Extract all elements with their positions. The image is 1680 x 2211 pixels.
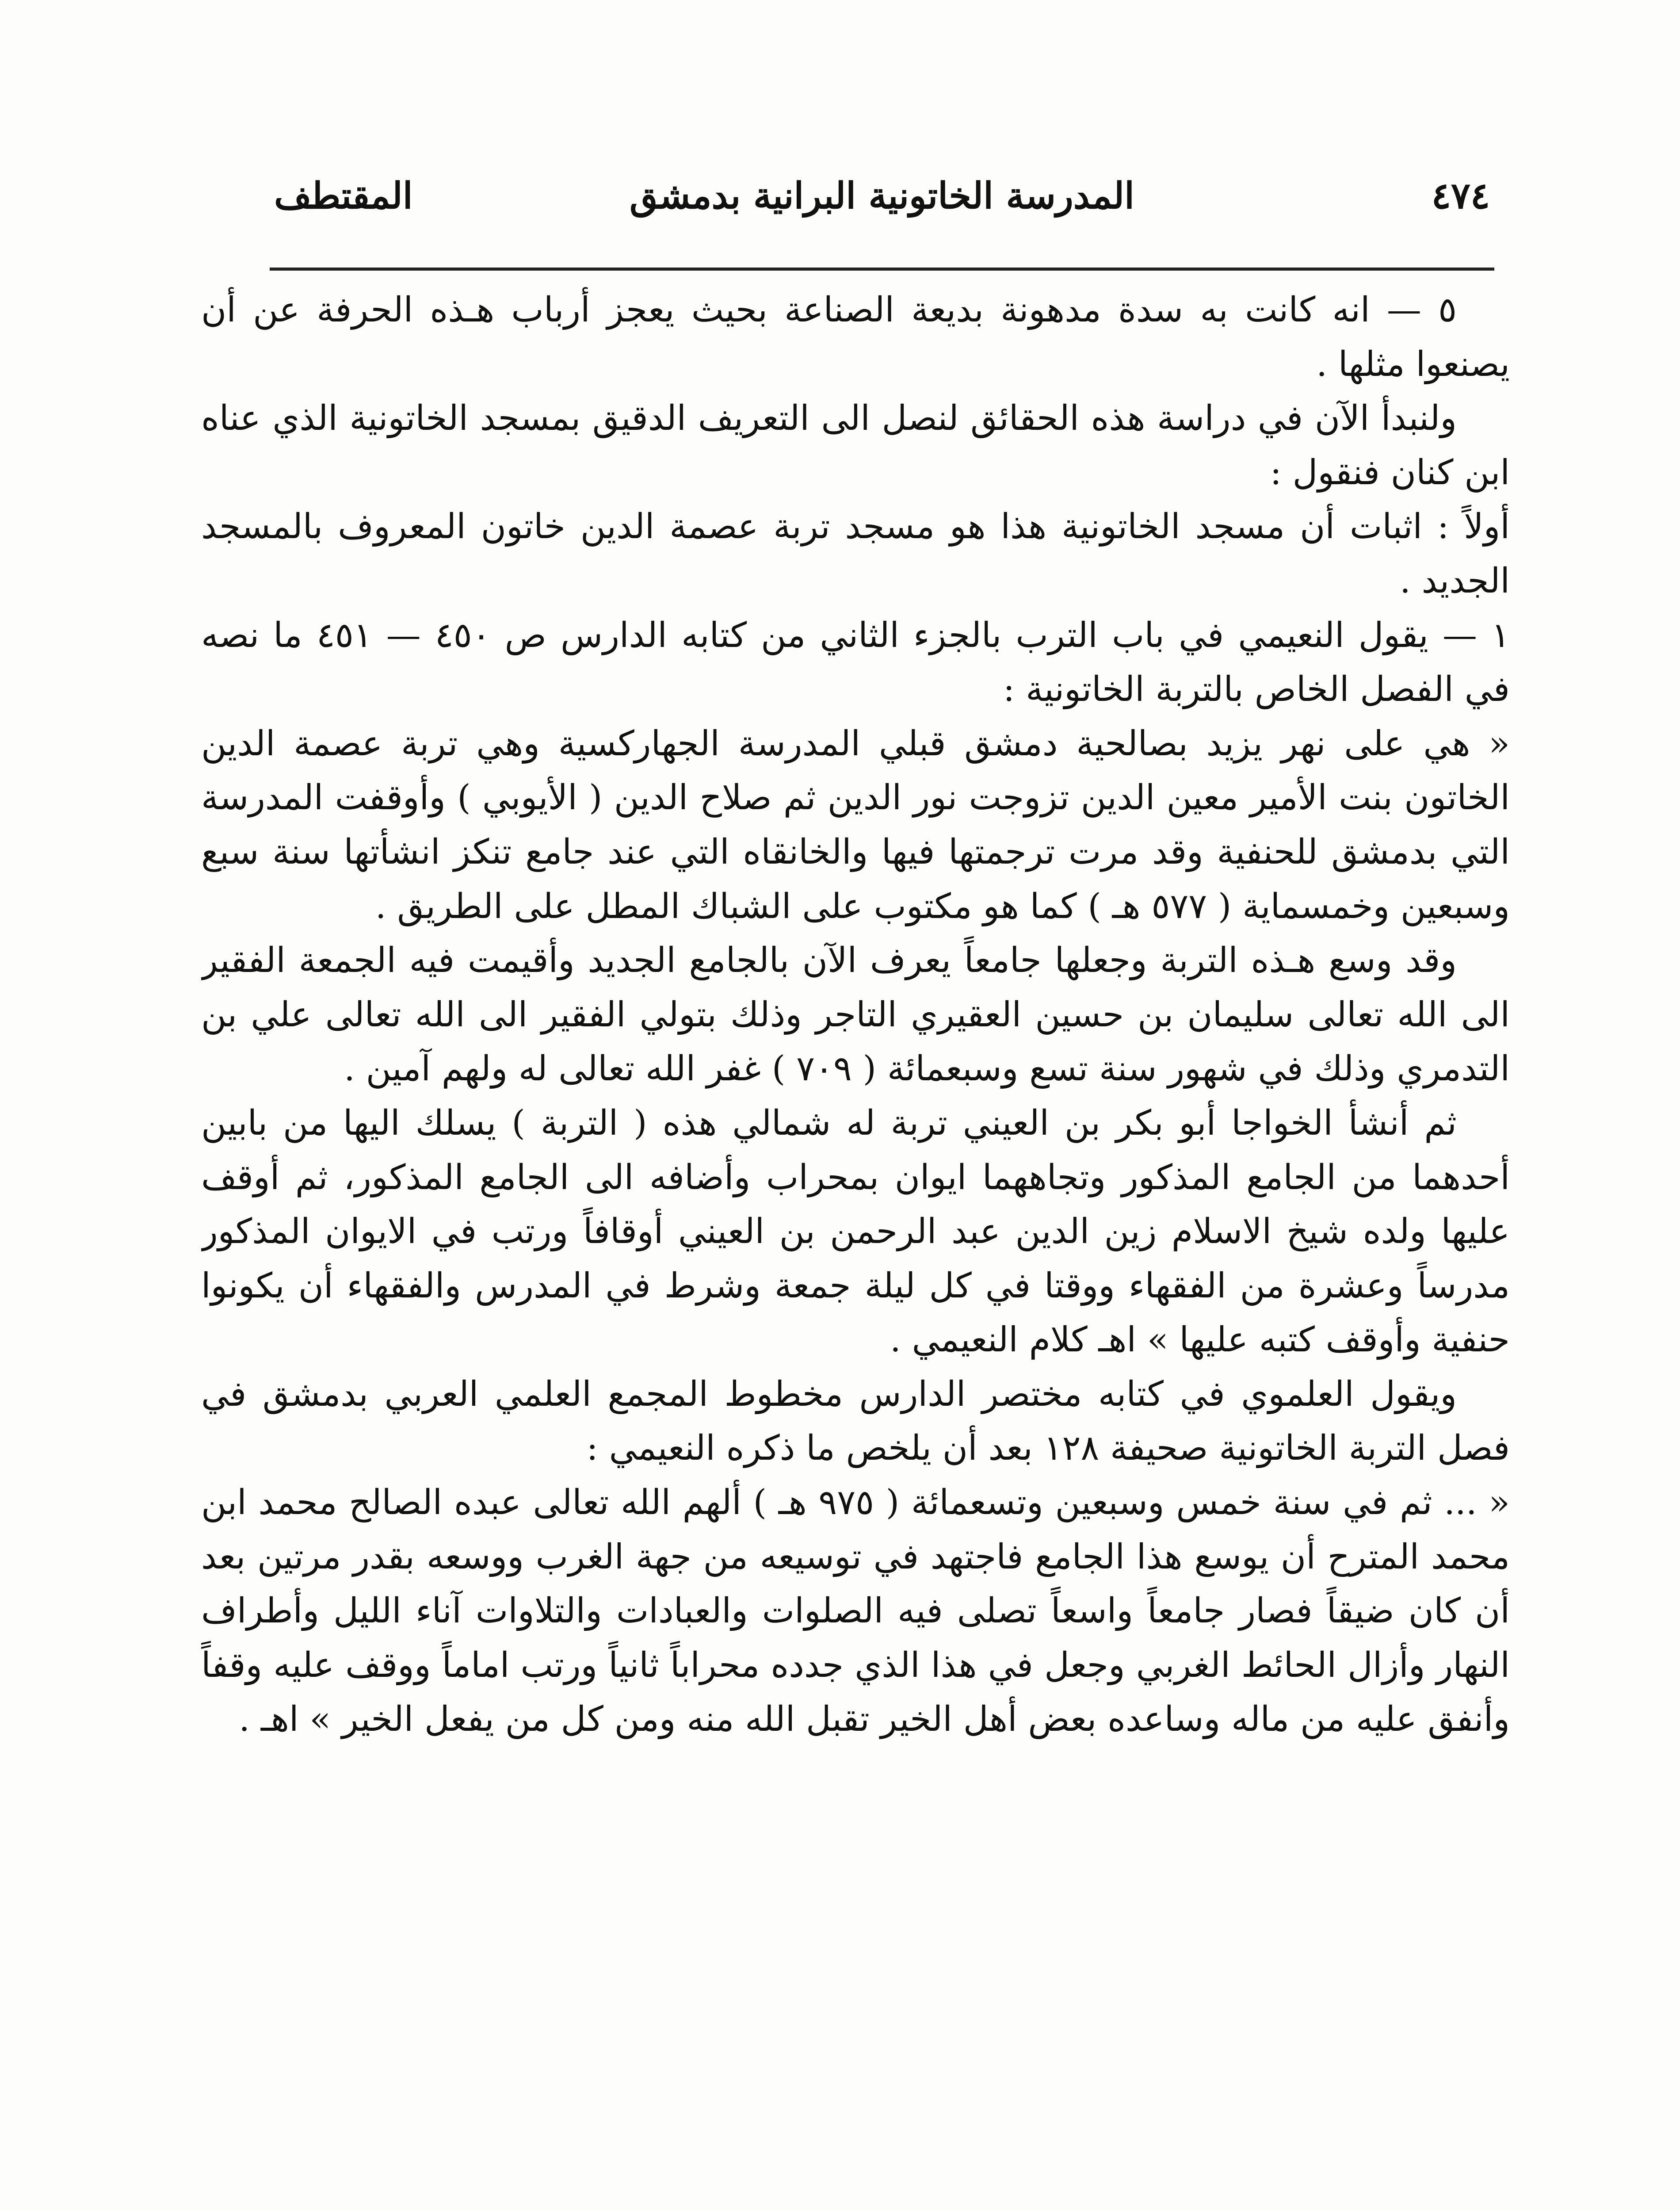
paragraph-expansion: وقد وسع هـذه التربة وجعلها جامعاً يعرف الآن بالجامع الجديد وأقيمت فيه الجمعة الفقير الى الله تعالى سليمان بن حسين العقيري التاجر وذلك بتولي الفقير الى الله تعالى علي بن التدمري وذلك في شهور سنة تسع وسبعمائة ( ٧٠٩ ) غفر الله تعالى له ولهم آمين . [201, 941, 1510, 1089]
paragraph-quote-975: « ... ثم في سنة خمس وسبعين وتسعمائة ( ٩٧٥ هـ ) ألهم الله تعالى عبده الصالح محمد ابن محمد المترح أن يوسع هذا الجامع فاجتهد في توسيعه من جهة الغرب ووسعه بقدر مرتين بعد أن كان ضيقاً فصار جامعاً واسعاً تصلى فيه الصلوات والعبادات والتلاوات آناء الليل وأطراف النهار وأزال الحائط الغربي وجعل في هذا الذي جدده محراباً ثانياً ورتب اماماً ووقف عليه وقفاً وأنفق عليه من ماله وساعده بعض أهل الخير تقبل الله منه ومن كل من يفعل الخير » اهـ . [201, 1483, 1510, 1740]
paragraph-point-5: ٥ — انه كانت به سدة مدهونة بديعة الصناعة بحيث يعجز أرباب هـذه الحرفة عن أن يصنعوا مثلها . [201, 290, 1510, 384]
paragraph-firstly: أولاً : اثبات أن مسجد الخاتونية هذا هو مسجد تربة عصمة الدين خاتون المعروف بالمسجد الجديد . [201, 507, 1510, 601]
paragraph-nuaimi-citation: ١ — يقول النعيمي في باب الترب بالجزء الثاني من كتابه الدارس ص ٤٥٠ — ٤٥١ ما نصه في الفصل الخاص بالتربة الخاتونية : [201, 615, 1510, 710]
article-body [201, 283, 1510, 2211]
page-header [265, 175, 1499, 232]
article-title: المدرسة الخاتونية البرانية بدمشق [630, 175, 1134, 217]
paragraph-intro: ولنبدأ الآن في دراسة هذه الحقائق لنصل الى التعريف الدقيق بمسجد الخاتونية الذي عناه ابن كنان فنقول : [201, 398, 1510, 493]
paragraph-quote-tomb: « هي على نهر يزيد بصالحية دمشق قبلي المدرسة الجهاركسية وهي تربة عصمة الدين الخاتون بنت الأمير معين الدين تزوجت نور الدين ثم صلاح الدين ( الأيوبي ) وأوقفت المدرسة التي بدمشق للحنفية وقد مرت ترجمتها فيها والخانقاه التي عند جامع تنكز انشأتها سنة سبع وسبعين وخمسماية ( ٥٧٧ هـ ) كما هو مكتوب على الشباك المطل على الطريق . [201, 723, 1510, 926]
paragraph-al-ayni: ثم أنشأ الخواجا أبو بكر بن العيني تربة له شمالي هذه ( التربة ) يسلك اليها من بابين أحدهما من الجامع المذكور وتجاههما ايوان بمحراب وأضافه الى الجامع المذكور، ثم أوقف عليها ولده شيخ الاسلام زين الدين عبد الرحمن بن العيني أوقافاً ورتب في الايوان المذكور مدرساً وعشرة من الفقهاء ووقتا في كل ليلة جمعة وشرط في المدرس والفقهاء أن يكونوا حنفية وأوقف كتبه عليها » اهـ كلام النعيمي . [201, 1103, 1510, 1360]
page-number: ٤٧٤ [1431, 175, 1490, 217]
header-rule [270, 268, 1494, 271]
journal-name: المقتطف [274, 175, 413, 217]
paragraph-alamawi-citation: ويقول العلموي في كتابه مختصر الدارس مخطوط المجمع العلمي العربي بدمشق في فصل التربة الخاتونية صحيفة ١٢٨ بعد أن يلخص ما ذكره النعيمي : [201, 1374, 1510, 1469]
